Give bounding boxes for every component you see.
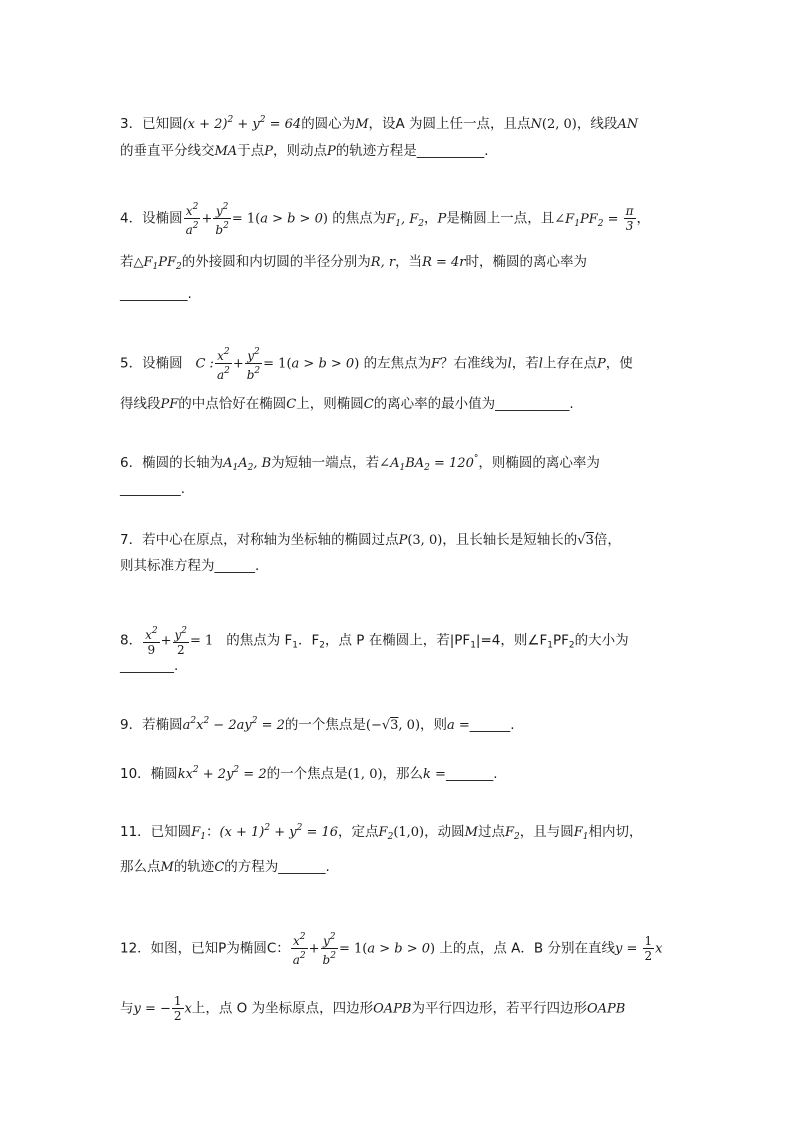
math-A1A2-B: $A_1A_2$, B [223,456,272,473]
problem-5-line-1: 5．设椭圆 C : $\frac{x^2}{a^2}$ + $\frac{y^2}{b^2}$ = 1(a > b > 0) 的左焦点为F？右准线为l，若l上存在点P，使 [120,347,633,382]
problem-4-text: 是椭圆上一点，且 [446,210,555,227]
problem-3-text: 于点 [237,143,265,159]
problem-5-text: 得线段 [120,396,161,412]
problem-12-text: 12．如图，已知P为椭圆C： [120,940,290,957]
problem-11-text: 过点 [477,824,505,840]
math-fraction-pi-3: $\frac{\pi}{3}$ [625,204,634,233]
problem-4-text: 的焦点为 [332,210,387,227]
problem-3-text: ，设A 为圆上任一点，且点 [368,116,531,132]
problem-4-text: 的外接圆和内切圆的半径分别为 [181,254,371,270]
math-circle-eq-11: $(x + 1)^2 + y^2 = 16$ [219,823,339,840]
math-fraction-x2-a2: $\frac{x^2}{a^2}$ [185,202,199,237]
problem-3-line-2 [120,141,489,162]
math-angle-120: $\angle A_1BA_2 = 120^\circ$ [379,454,479,473]
problem-4-text: 4．设椭圆 [120,210,183,227]
problem-10-text: ，那么 [382,766,424,782]
problem-3-text: 的轨迹方程是__________. [335,143,489,159]
math-P: P [326,144,336,159]
problem-6-text: ，则椭圆的离心率为 [478,455,600,471]
problem-11-text: ，且与圆 [519,824,574,840]
problem-12-text: 为平行四边形，若平行四边形 [411,1000,587,1017]
problem-7-text: 7．若中心在原点，对称轴为坐标轴的椭圆过点 [120,532,399,548]
math-focus-9: (−√3, 0) [365,718,421,733]
problem-11-text: ，定点 [338,824,379,840]
math-circle-equation: $(x + 2)^2 + y^2 = 64$ [182,115,302,132]
problem-6-text: 6．椭圆的长轴为 [120,455,224,471]
problem-12-line-2: 与y = − $\frac{1}{2}$ x上，点 O 为坐标原点，四边形OAPB为平行四边形，若平行四边形OAPB [120,994,626,1023]
problem-11-text: 那么点 [120,859,161,875]
problem-4-text: ， [636,210,651,227]
math-MA: MA [214,144,238,159]
problem-9-blank: ______. [469,717,515,733]
problem-4-blank: __________. [120,286,192,302]
problem-4-text: 若 [120,254,134,270]
problem-8-text: 8． [120,632,143,649]
math-triangle: $\triangle F_1PF_2$ [133,255,182,272]
problem-4-line-1: 4．设椭圆 $\frac{x^2}{a^2}$ + $\frac{y^2}{b^2}$ = 1(a > b > 0) 的焦点为$F_1$, $F_2$，P是椭圆上一点，且$\angle F_1PF_2$ = $\frac{\pi}{3}$ ， [120,202,651,237]
problem-11-text: 的轨迹 [173,859,215,875]
math-ellipse-eq-9: $a^2x^2 - 2ay^2 = 2$ [182,716,285,733]
problem-5-text: 5．设椭圆 [120,355,183,372]
math-M: M [355,117,369,132]
math-sqrt3: √3 [577,533,594,548]
problem-10-text: 的一个焦点是 [266,766,348,782]
problem-12-line-1: 12．如图，已知P为椭圆C： $\frac{x^2}{a^2}$ + $\frac{y^2}{b^2}$ = 1(a > b > 0) 上的点，点 A．B 分别在直线y = $\frac{1}{2}$ x [120,932,663,967]
problem-10-text: 10．椭圆 [120,766,178,782]
math-fraction-y2-b2: $\frac{y^2}{b^2}$ [215,202,229,237]
problem-9-text: 9．若椭圆 [120,717,183,733]
problem-6-text: 为短轴一端点，若 [271,455,380,471]
problem-7-line-2 [120,556,259,576]
problem-11-line-1: 11．已知圆$F_1$：$(x + 1)^2 + y^2 = 16$，定点$F_2(1,0)$，动圆M过点$F_2$，且与圆$F_1$相内切， [120,823,643,842]
problem-6-line-1 [120,449,600,478]
problem-11-text: 的方程为_______. [224,859,330,875]
problem-10-line: 10．椭圆$kx^2 + 2y^2 = 2$的一个焦点是(1, 0)，那么k =_______. [120,765,498,782]
problem-3-text: 的圆心为 [301,116,356,132]
problem-8-text: 的大小为 [574,632,629,649]
problem-7-text: 倍， [593,532,621,548]
problem-4-text: 时，椭圆的离心率为 [465,254,587,270]
problem-8-text: ．F [298,632,320,649]
math-line-y-half-x: y = [614,941,642,957]
problem-10-blank: _______. [445,766,498,782]
math-R-r: R, r [370,255,396,270]
problem-7-line-1: 7．若中心在原点，对称轴为坐标轴的椭圆过点P(3, 0)，且长轴长是短轴长的√3倍， [120,532,621,548]
math-point-P-3-0: P [398,533,408,548]
problem-5-text: ，使 [605,355,633,372]
problem-11-text: 11．已知圆 [120,824,192,840]
problem-11-text: 相内切， [588,824,643,840]
math-F1-F2: $F_1$, $F_2$ [386,211,425,229]
problem-3-text: 3．已知圆 [120,116,183,132]
math-point-N: N [530,117,542,132]
math-AN: AN [617,117,639,132]
problem-5-text: 的左焦点为 [363,355,432,372]
math-fraction-x2-9: $\frac{x^2}{9}$ [145,626,158,657]
problem-7-text: ，且长轴长是短轴长的 [442,532,578,548]
math-line-y-neg-half-x: y = − [133,1001,171,1017]
math-ellipse-eq-10: $kx^2 + 2y^2 = 2$ [177,765,267,782]
problem-8-text: ，点 P 在椭圆上，若|PF [325,632,471,649]
math-angle-condition: $\angle F_1PF_2$ = [554,211,623,229]
problem-8-text: PF [552,632,569,649]
math-focus-10: (1, 0) [347,767,383,782]
problem-5-text: ，若 [511,355,539,372]
problem-5-text: 上，则椭圆 [296,396,364,412]
problem-11-text: ，动圆 [424,824,465,840]
problem-8-text: 的焦点为 F [226,632,293,649]
problem-7-text: 则其标准方程为______. [120,558,260,574]
math-ellipse-C: C : [195,356,214,372]
problem-8-line-2 [120,656,178,676]
problem-5-text: ？右准线为 [440,355,508,372]
problem-3-text: ，则动点 [272,143,327,159]
problem-5-line-2: 得线段PF的中点恰好在椭圆C上，则椭圆C的离心率的最小值为___________. [120,396,574,412]
problem-4-text: ， [424,210,438,227]
problem-9-text: ，则 [420,717,448,733]
problem-8-line-1: 8． $\frac{x^2}{9}$ + $\frac{y^2}{2}$ = 1 的焦点为 $F_1$．$F_2$，点 P 在椭圆上，若$|PF_1|=4$，则$\angle F_1PF_2$的大小为 [120,626,629,657]
problem-4-text: ，当 [395,254,423,270]
problem-12-text: 上，点 O 为坐标原点，四边形 [191,1000,374,1017]
problem-8-text: |=4，则∠F [475,632,548,649]
problem-6-line-2 [120,479,185,499]
problem-4-line-2 [120,252,587,277]
problem-3-line-1: 3．已知圆$(x + 2)^2 + y^2 = 64$的圆心为M，设A 为圆上任一点，且点N(2, 0)，线段AN [120,115,639,132]
problem-12-text: 与 [120,1000,134,1017]
problem-5-text: 上存在点 [542,355,597,372]
problem-8-blank: ________. [120,658,179,674]
problem-3-text: 的垂直平分线交 [120,143,215,159]
problem-9-text: 的一个焦点是 [284,717,366,733]
problem-4-line-3 [120,284,192,304]
problem-6-blank: _________. [120,481,186,497]
problem-11-line-2: 那么点M的轨迹C的方程为_______. [120,859,330,875]
math-R-eq-4r: R = 4r [422,255,466,270]
problem-9-line: 9．若椭圆$a^2x^2 - 2ay^2 = 2$的一个焦点是(−√3, 0)，则a =______. [120,716,515,733]
problem-3-text: ，线段 [576,116,618,132]
problem-12-text: 上的点，点 A．B 分别在直线 [439,940,615,957]
problem-5-text: 的中点恰好在椭圆 [178,396,287,412]
math-fraction-y2-2: $\frac{y^2}{2}$ [174,626,188,657]
problem-11-text: ： [205,824,220,840]
problem-5-text: 的离心率的最小值为___________. [373,396,574,412]
math-P: P [264,144,273,159]
